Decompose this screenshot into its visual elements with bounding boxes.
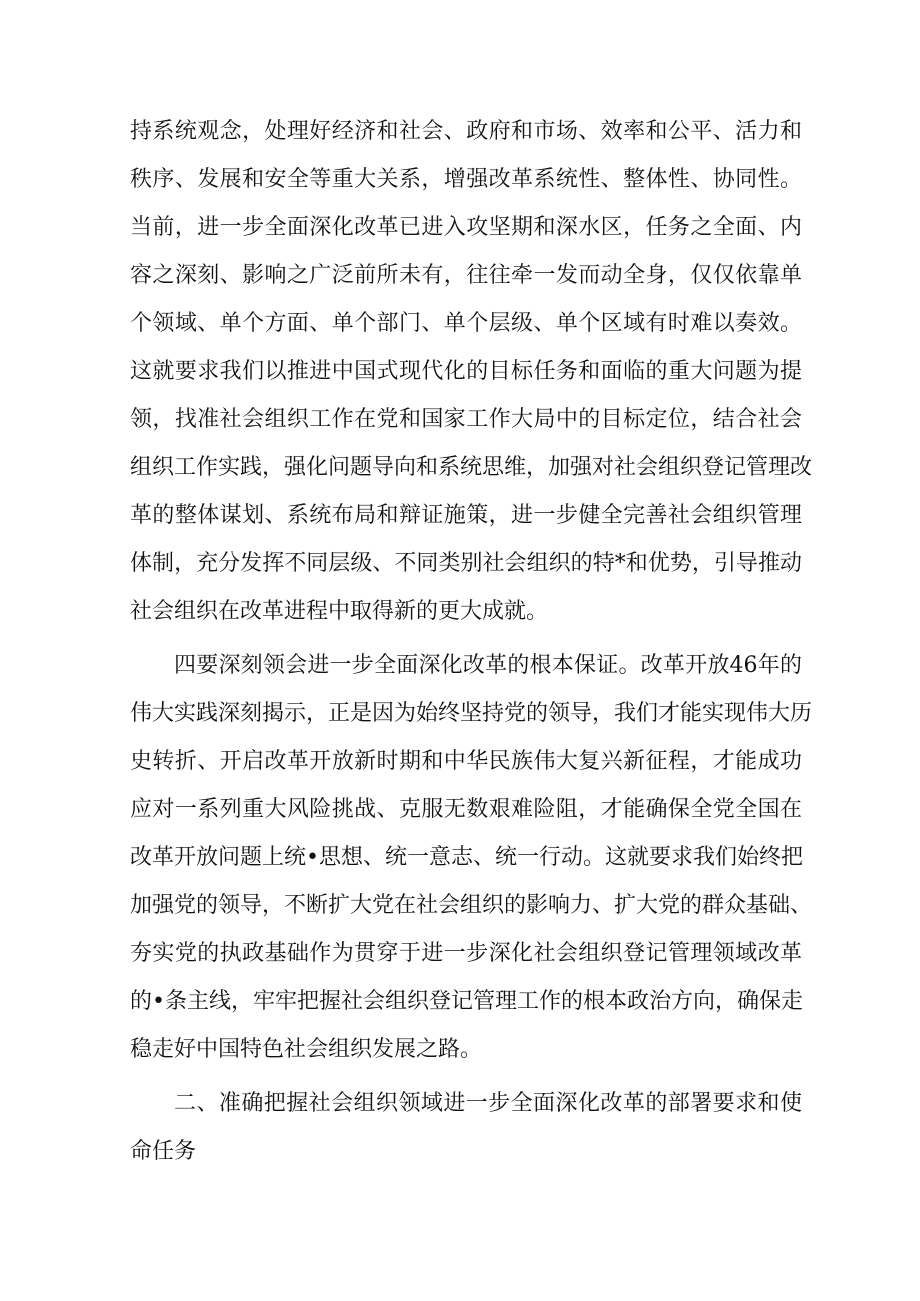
section-heading-two — [130, 1080, 802, 1176]
text-line: 稳走好中国特色社会组织发展之路。 — [130, 1037, 483, 1062]
text-line: 四要深刻领会进一步全面深化改革的根本保证。改革开放46年的 — [174, 653, 802, 678]
text-line: 组织工作实践，强化问题导向和系统思维，加强对社会组织登记管理改 — [130, 455, 813, 480]
text-line: 秩序、发展和安全等重大关系，增强改革系统性、整体性、协同性。 — [130, 167, 802, 192]
text-line: 夯实党的执政基础作为贯穿于进一步深化社会组织登记管理领域改革 — [130, 941, 802, 966]
text-line: 革的整体谋划、系统布局和辩证施策，进一步健全完善社会组织管理 — [130, 503, 802, 528]
text-line: 个领域、单个方面、单个部门、单个层级、单个区域有时难以奏效。 — [130, 311, 802, 336]
text-line: 这就要求我们以推进中国式现代化的目标任务和面临的重大问题为提 — [130, 359, 802, 384]
text-line: 伟大实践深刻揭示，正是因为始终坚持党的领导，我们才能实现伟大历 — [130, 701, 813, 726]
text-line: 社会组织在改革进程中取得新的更大成就。 — [130, 599, 549, 624]
text-line: 改革开放问题上统•思想、统一意志、统一行动。这就要求我们始终把 — [130, 845, 803, 870]
text-line: 的•条主线，牢牢把握社会组织登记管理工作的根本政治方向，确保走 — [130, 989, 803, 1014]
text-line: 体制，充分发挥不同层级、不同类别社会组织的特*和优势，引导推动 — [130, 551, 802, 576]
text-line: 应对一系列重大风险挑战、克服无数艰难险阻，才能确保全党全国在 — [130, 797, 802, 822]
text-line: 领，找准社会组织工作在党和国家工作大局中的目标定位，结合社会 — [130, 407, 802, 432]
text-line: 持系统观念，处理好经济和社会、政府和市场、效率和公平、活力和 — [130, 119, 802, 144]
text-line: 当前，进一步全面深化改革已进入攻坚期和深水区，任务之全面、内 — [130, 215, 802, 240]
text-line: 容之深刻、影响之广泛前所未有，往往牵一发而动全身，仅仅依靠单 — [130, 263, 802, 288]
heading-line: 二、准确把握社会组织领域进一步全面深化改革的部署要求和使 — [174, 1091, 802, 1116]
text-line: 史转折、开启改革开放新时期和中华民族伟大复兴新征程，才能成功 — [130, 749, 802, 774]
text-line: 加强党的领导，不断扩大党在社会组织的影响力、扩大党的群众基础、 — [130, 893, 813, 918]
paragraph-fundamental-guarantee — [130, 642, 813, 1074]
heading-line: 命任务 — [130, 1139, 197, 1164]
paragraph-system-view — [130, 108, 813, 636]
